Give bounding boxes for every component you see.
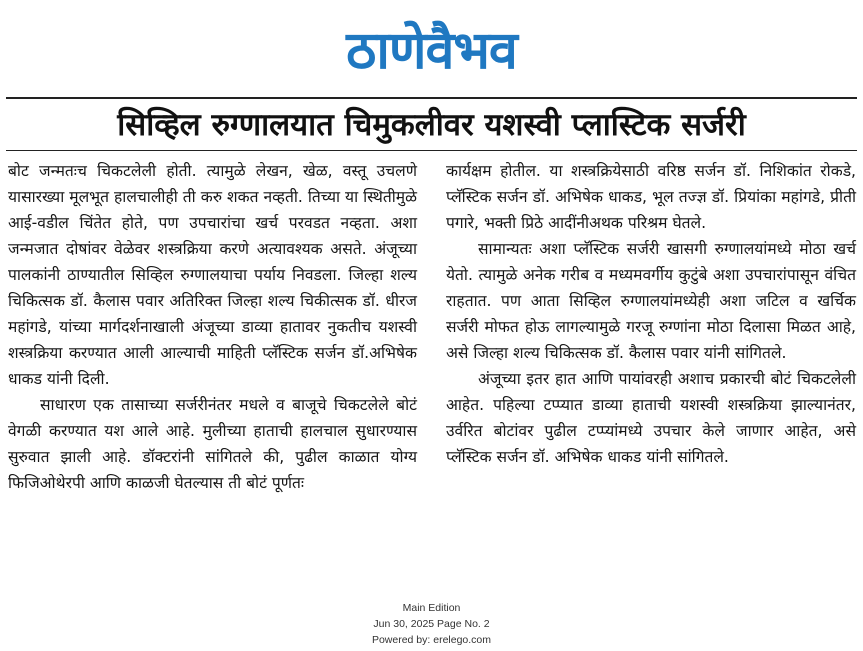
- date-page-label: Jun 30, 2025 Page No. 2: [373, 618, 490, 630]
- article-headline: सिव्हिल रुग्णालयात चिमुकलीवर यशस्वी प्लास्टिक सर्जरी: [117, 107, 746, 143]
- newspaper-logo: ठाणेवैभव: [346, 20, 517, 81]
- page-footer: [0, 600, 863, 648]
- headline-divider: [6, 150, 857, 151]
- article-paragraph: साधारण एक तासाच्या सर्जरीनंतर मधले व बाजूचे चिकटलेले बोटं वेगळी करण्यात यश आले आहे. मुलीच्या हाताची हालचाल सुधारण्यास सुरुवात झाली आहे. डॉक्टरांनी सांगितले की, पुढील काळात योग्य फिजिओथेरपी आणि काळजी घेतल्यास ती बोटं पूर्णतः: [8, 396, 417, 492]
- article-paragraph: कार्यक्षम होतील. या शस्त्रक्रियेसाठी वरिष्ठ सर्जन डॉ. निशिकांत रोकडे, प्लॅस्टिक सर्जन डॉ. अभिषेक धाकड, भूल तज्ज्ञ डॉ. प्रियांका महांगडे, प्रीती पगारे, भक्ती प्रिठे आदींनीअथक परिश्रम घेतले.: [446, 162, 856, 232]
- article-right-column: [446, 158, 856, 470]
- powered-by-label: Powered by: erelego.com: [371, 634, 492, 646]
- article-paragraph: बोट जन्मतःच चिकटलेली होती. त्यामुळे लेखन, खेळ, वस्तू उचलणे यासारख्या मूलभूत हालचालीही ती करु शकत नव्हती. तिच्या या स्थितीमुळे आई-वडील चिंतेत होते, पण उपचारांचा खर्च परवडत नव्हता. अशा जन्मजात दोषांवर वेळेवर शस्त्रक्रिया करणे अत्यावश्यक असते. अंजूच्या पालकांनी ठाण्यातील सिव्हिल रुग्णालयाचा पर्याय निवडला. जिल्हा शल्य चिकित्सक डॉ. कैलास पवार अतिरिक्त जिल्हा शल्य चिकीत्सक डॉ. धीरज महांगडे, यांच्या मार्गदर्शनाखाली अंजूच्या डाव्या हातावर नुकतीच यशस्वी शस्त्रक्रिया करण्यात आली आल्याची माहिती प्लॅस्टिक सर्जन डॉ.अभिषेक धाकड यांनी दिली.: [8, 162, 417, 388]
- masthead: [0, 8, 863, 88]
- article-paragraph: सामान्यतः अशा प्लॅस्टिक सर्जरी खासगी रुग्णालयांमध्ये मोठा खर्च येतो. त्यामुळे अनेक गरीब व मध्यमवर्गीय कुटुंबे अशा उपचारांपासून वंचित राहतात. पण आता सिव्हिल रुग्णालयांमध्येही अशा जटिल व खर्चिक सर्जरी मोफत होऊ लागल्यामुळे गरजू रुग्णांना मोठा दिलासा मिळत आहे, असे जिल्हा शल्य चिकित्सक डॉ. कैलास पवार यांनी सांगितले.: [446, 240, 856, 362]
- article-left-column: [8, 158, 417, 496]
- masthead-divider: [6, 97, 857, 99]
- edition-label: Main Edition: [402, 602, 461, 614]
- article-paragraph: अंजूच्या इतर हात आणि पायांवरही अशाच प्रकारची बोटं चिकटलेली आहेत. पहिल्या टप्प्यात डाव्या हाताची यशस्वी शस्त्रक्रिया झाल्यानंतर, उर्वरित बोटांवर पुढील टप्प्यांमध्ये उपचार केले जाणार आहेत, असे प्लॅस्टिक सर्जन डॉ. अभिषेक धाकड यांनी सांगितले.: [446, 370, 856, 466]
